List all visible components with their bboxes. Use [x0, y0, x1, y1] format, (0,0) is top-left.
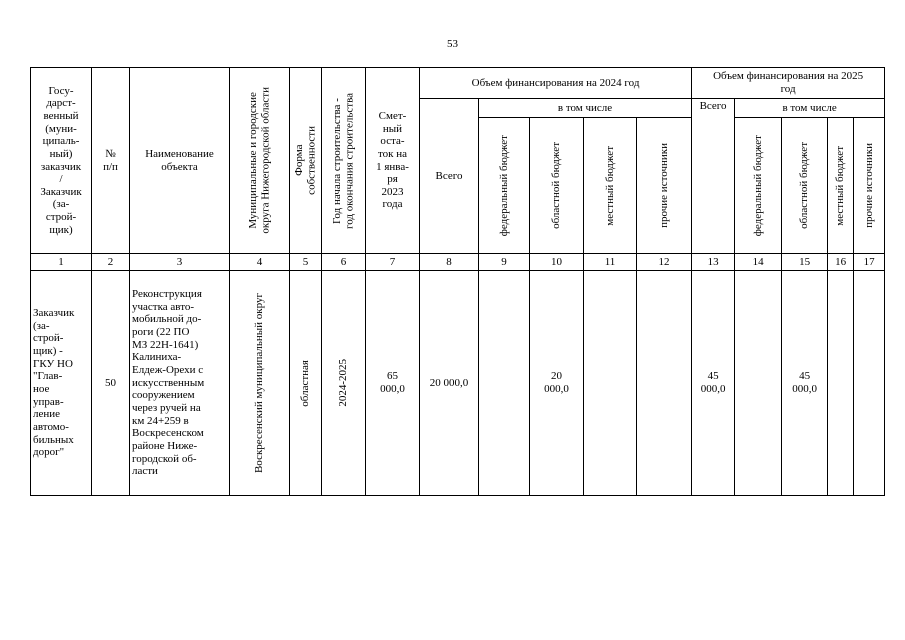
header-other-2025: прочие источники [854, 118, 885, 254]
column-number: 13 [692, 254, 735, 271]
column-number: 2 [92, 254, 130, 271]
table-row [31, 271, 885, 496]
header-municipal: Муниципальные и городские округа Нижегородской области [230, 68, 290, 254]
header-federal-2025: федеральный бюджет [735, 118, 782, 254]
column-number: 11 [584, 254, 637, 271]
cell-estimate: 65 000,0 [366, 271, 420, 496]
cell-object-name: Реконструкция участка авто- мобильной до- роги (22 ПО МЗ 22Н-1641) Калиниха- Елдеж-Орехи с искусственным сооружением через ручей на км 24+259 в Воскресенском районе Ниже- городской об- ласти [130, 271, 230, 496]
header-other-2024: прочие источники [637, 118, 692, 254]
cell-local-2024 [584, 271, 637, 496]
column-number: 9 [479, 254, 530, 271]
header-regional-2025: областной бюджет [782, 118, 828, 254]
column-number: 15 [782, 254, 828, 271]
cell-total-2024: 20 000,0 [420, 271, 479, 496]
header-financing-2025: Объем финансирования на 2025 год [692, 68, 885, 99]
cell-num: 50 [92, 271, 130, 496]
cell-other-2024 [637, 271, 692, 496]
header-local-2025: местный бюджет [828, 118, 854, 254]
header-ownership: Форма собственности [290, 68, 322, 254]
column-number: 12 [637, 254, 692, 271]
header-years: Год начала строительства - год окончания строительства [322, 68, 366, 254]
cell-federal-2025 [735, 271, 782, 496]
column-numbers-row [31, 254, 885, 271]
column-number: 14 [735, 254, 782, 271]
cell-other-2025 [854, 271, 885, 496]
column-number: 4 [230, 254, 290, 271]
header-financing-2024: Объем финансирования на 2024 год [420, 68, 692, 99]
cell-local-2025 [828, 271, 854, 496]
header-regional-2024: областной бюджет [530, 118, 584, 254]
cell-ownership: областная [290, 271, 322, 496]
header-total-2024: Всего [420, 99, 479, 254]
financing-table [30, 67, 885, 496]
column-number: 10 [530, 254, 584, 271]
column-number: 17 [854, 254, 885, 271]
header-object-name: Наименование объекта [130, 68, 230, 254]
header-federal-2024: федеральный бюджет [479, 118, 530, 254]
column-number: 16 [828, 254, 854, 271]
page-number: 53 [447, 38, 458, 50]
header-num: № п/п [92, 68, 130, 254]
column-number: 7 [366, 254, 420, 271]
cell-customer: Заказчик (за- строй- щик) - ГКУ НО "Глав- ное управ- ление автомо- бильных дорог" [31, 271, 92, 496]
cell-municipal: Воскресенский муниципальный округ [230, 271, 290, 496]
cell-total-2025: 45 000,0 [692, 271, 735, 496]
column-number: 1 [31, 254, 92, 271]
column-number: 6 [322, 254, 366, 271]
header-customer: Госу- дарст- венный (муни- ципаль- ный) заказчик / Заказчик (за- строй- щик) [31, 68, 92, 254]
header-total-2025: Всего [692, 99, 735, 254]
column-number: 5 [290, 254, 322, 271]
header-including-2024: в том числе [479, 99, 692, 118]
column-number: 8 [420, 254, 479, 271]
header-estimate: Смет- ный оста- ток на 1 янва- ря 2023 года [366, 68, 420, 254]
cell-regional-2025: 45 000,0 [782, 271, 828, 496]
header-local-2024: местный бюджет [584, 118, 637, 254]
cell-years: 2024-2025 [322, 271, 366, 496]
header-including-2025: в том числе [735, 99, 885, 118]
cell-regional-2024: 20 000,0 [530, 271, 584, 496]
column-number: 3 [130, 254, 230, 271]
cell-federal-2024 [479, 271, 530, 496]
